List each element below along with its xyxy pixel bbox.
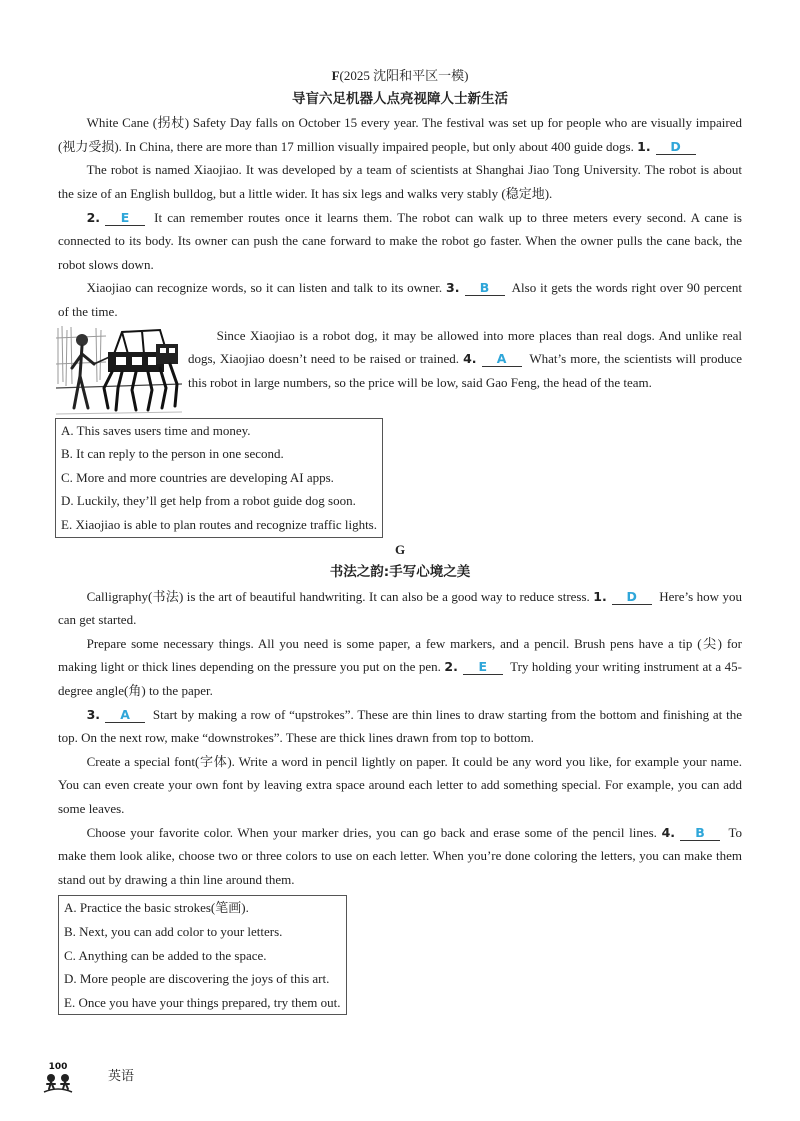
option-e: E. Once you have your things prepared, try them out. [64,994,341,1010]
answer-letter: B [695,824,705,840]
passage-g-paragraph-4: Create a special font(字体). Write a word in pencil lightly on paper. It could be any word you like, for example your name. You can even create your own font by leaving extra space around each letter to add something special. For example, you can add some leaves. [58,753,742,817]
passage-f-paragraph-4 [58,276,742,323]
passage-g-paragraph-1 [58,585,742,632]
option-d: D. More people are discovering the joys of this art. [64,971,330,987]
answer-blank [465,280,505,296]
passage-f-heading [58,64,742,88]
answer-letter: A [120,706,130,722]
answer-letter: D [670,138,681,154]
answer-letter: B [479,280,490,296]
paragraph-text: Try holding your writing instrument at a 45-degree angle(角) to the paper. [58,659,742,699]
paragraph-text: Xiaojiao can recognize words, so it can listen and talk to its owner. [86,280,447,296]
paragraph-text: Choose your favorite color. When your marker dries, you can go back and erase some of the pencil lines. [86,824,662,840]
paragraph-text: Prepare some necessary things. All you need is some paper, a few markers, and a pencil. Brush pens have a tip (尖) for making light or thick lines depending on the pressure you put on the pen. [58,635,742,675]
paragraph-text: Start by making a row of “upstrokes”. These are thin lines to draw starting from the bottom and finishing at the top. On the next row, make “downstrokes”. These are thick lines drawn from top to bottom. [58,706,742,746]
paragraph-text: What’s more, the scientists will produce this robot in large numbers, so the price will be low, said Gao Feng, the head of the team. [188,351,742,390]
answer-blank [612,589,652,605]
answer-blank [680,825,720,841]
option-c: C. More and more countries are developing AI apps. [61,469,334,485]
answer-letter: E [120,209,130,225]
passage-g-letter: G [394,541,406,557]
blank-number: 3. [446,280,460,296]
paragraph-text: White Cane (拐杖) Safety Day falls on October 15 every year. The festival was set up for people who are visually impaired (视力受损). In China, there are more than 17 million visually impaired people, but only about 400 guide dogs. [58,115,742,154]
blank-number: 4. [661,824,676,840]
passage-f-title: 导盲六足机器人点亮视障人士新生活 [292,90,508,107]
passage-g-paragraph-5 [58,821,742,892]
answer-letter: D [626,588,637,604]
paragraph-text: Here’s how you can get started. [58,588,742,628]
passage-g-paragraph-2 [58,632,742,703]
answer-blank [482,351,522,367]
passage-f-paragraph-2: The robot is named Xiaojiao. It was developed by a team of scientists at Shanghai Jiao Tong University. The robot is about the size of an English bulldog, but a little wider. It has six legs and walks very stably (稳定地). [58,162,742,201]
subject-label: 英语 [108,1069,135,1084]
blank-number: 1. [593,588,607,604]
option-a: A. This saves users time and money. [61,422,251,438]
answer-letter: A [496,351,507,367]
answer-blank [105,210,145,226]
page-footer [40,1062,240,1096]
passage-g-options-box [58,895,347,1015]
paragraph-text: It can remember routes once it learns them. The robot can walk up to three meters every second. A cane is connected to its body. Its owner can push the cane forward to make the robot go faster. When the owner pulls the cane back, the robot slows down. [58,209,742,272]
option-d: D. Luckily, they’ll get help from a robot guide dog soon. [61,493,356,509]
blank-number: 2. [86,209,101,225]
passage-f-paragraph-3 [58,206,742,277]
answer-blank [105,707,145,723]
passage-f-source: (2025 沈阳和平区一模) [339,68,469,83]
passage-f-letter: F [331,68,340,83]
option-b: B. Next, you can add color to your letters. [64,924,283,939]
option-a: A. Practice the basic strokes(笔画). [64,900,249,916]
passage-f-paragraph-1 [58,111,742,158]
passage-g-title: 书法之韵:手写心境之美 [329,564,471,581]
exam-page [58,64,742,1015]
option-b: B. It can reply to the person in one second. [61,446,284,462]
blank-number: 3. [86,706,101,722]
answer-blank [656,139,696,155]
blank-number: 2. [444,659,458,675]
paragraph-text: Also it gets the words right over 90 percent of the time. [58,280,742,319]
blank-number: 1. [637,138,651,154]
blank-number: 4. [463,351,477,367]
paragraph-text: Since Xiaojiao is a robot dog, it may be allowed into more places than real dogs. And unlike real dogs, Xiaojiao doesn’t need to be raised or trained. [188,327,742,367]
option-e: E. Xiaojiao is able to plan routes and recognize traffic lights. [61,516,377,532]
paragraph-text: Calligraphy(书法) is the art of beautiful handwriting. It can also be a good way to reduce stress. [86,588,594,604]
paragraph-text: To make them look alike, choose two or three colors to use on each letter. When you’re done coloring the letters, you can make them stand out by drawing a thin line around them. [58,824,742,887]
option-c: C. Anything can be added to the space. [64,947,267,963]
passage-g-paragraph-3 [58,703,742,750]
page-number: 100 [48,1062,68,1072]
passage-f-options-box [55,418,383,538]
answer-letter: E [478,659,488,675]
mascot-icon [42,1072,74,1094]
robot-guide-dog-illustration [56,324,182,418]
answer-blank [463,659,503,675]
